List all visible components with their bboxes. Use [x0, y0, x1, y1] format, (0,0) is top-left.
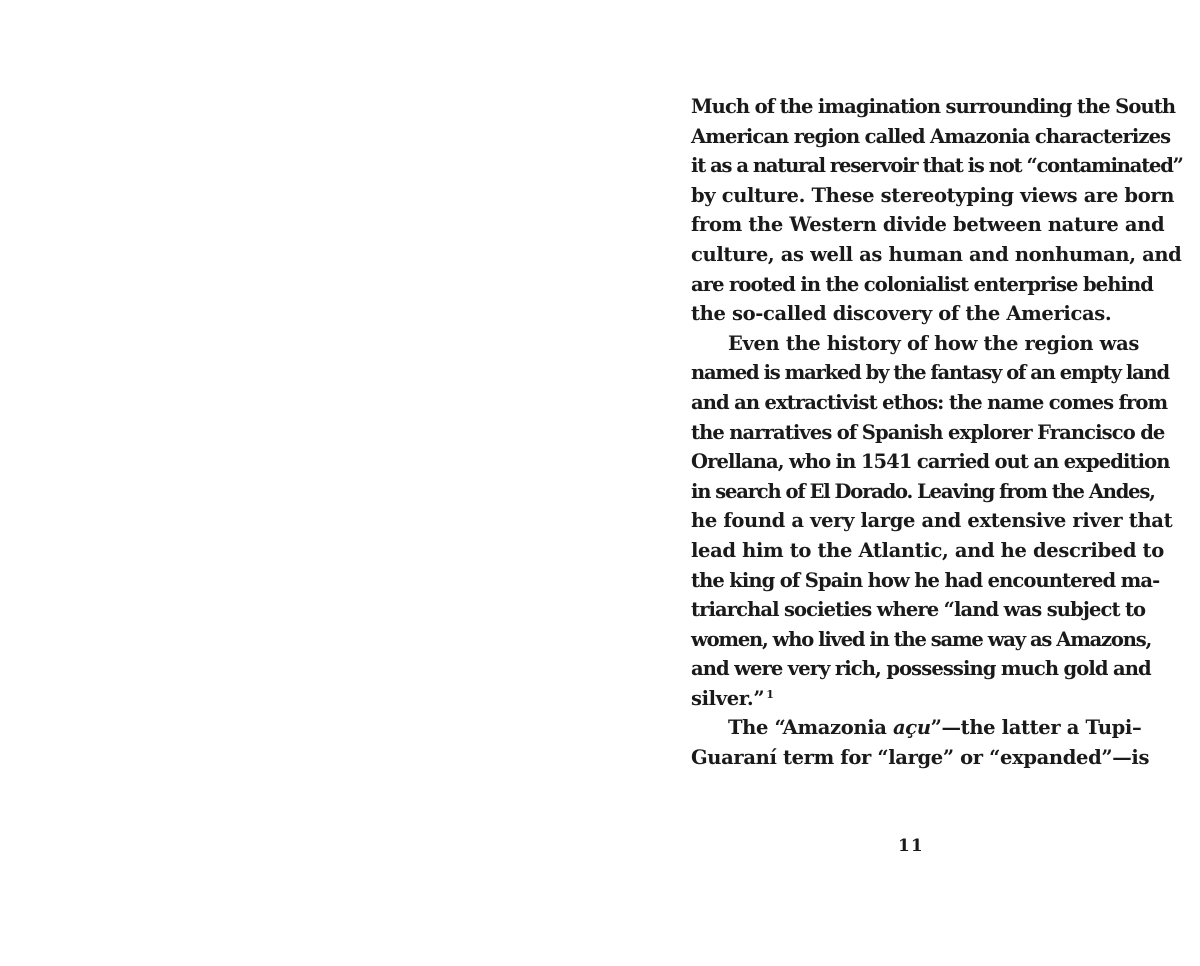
paragraph-1-line-5: from the Western divide between nature and — [691, 213, 1165, 237]
paragraph-3-line-2: Guaraní term for “large” or “expanded”—is — [691, 746, 1150, 770]
paragraph-1-line-8: the so-called discovery of the Americas. — [691, 302, 1112, 326]
paragraph-1-line-7: are rooted in the colonialist enterprise behind — [691, 272, 1153, 296]
paragraph-2-line-10: triarchal societies where “land was subject to — [691, 598, 1146, 622]
paragraph-2-line-9: the king of Spain how he had encountered ma- — [691, 568, 1160, 592]
paragraph-1-line-1: Much of the imagination surrounding the South — [691, 95, 1176, 118]
paragraph-2-line-12: and were very rich, possessing much gold and — [691, 657, 1151, 681]
paragraph-2-line-5: Orellana, who in 1541 carried out an expedition — [691, 450, 1170, 474]
paragraph-2-line-13-text: silver.” — [691, 686, 765, 710]
paragraph-1-line-3: it as a natural reservoir that is not “contaminated” — [691, 154, 1183, 178]
paragraph-2-line-6: in search of El Dorado. Leaving from the Andes, — [691, 479, 1155, 503]
paragraph-2-line-13 — [691, 684, 1126, 714]
page-number: 11 — [898, 836, 924, 856]
right-page — [600, 0, 1200, 966]
paragraph-3-italic-term: açu — [893, 716, 931, 740]
paragraph-2-line-8: lead him to the Atlantic, and he described to — [691, 538, 1164, 562]
paragraph-3-line-1-start: The “Amazonia — [728, 716, 894, 740]
paragraph-1-line-2: American region called Amazonia characterizes — [691, 124, 1171, 148]
body-text — [691, 92, 1183, 773]
paragraph-2-line-2: named is marked by the fantasy of an empty land — [691, 361, 1169, 385]
paragraph-2-line-1: Even the history of how the region was — [728, 331, 1140, 355]
paragraph-2-line-11: women, who lived in the same way as Amazons, — [691, 627, 1152, 651]
paragraph-2-line-7: he found a very large and extensive river that — [691, 509, 1173, 533]
paragraph-3-line-1 — [691, 713, 1142, 743]
footnote-reference[interactable]: 1 — [766, 687, 774, 701]
paragraph-1-line-6: culture, as well as human and nonhuman, and — [691, 242, 1182, 266]
paragraph-2-line-4: the narratives of Spanish explorer Francisco de — [691, 420, 1165, 444]
paragraph-1-line-4: by culture. These stereotyping views are born — [691, 183, 1175, 207]
paragraph-3-line-1-end: ”—the latter a Tupi– — [930, 716, 1142, 740]
paragraph-2-line-3: and an extractivist ethos: the name comes from — [691, 390, 1168, 414]
